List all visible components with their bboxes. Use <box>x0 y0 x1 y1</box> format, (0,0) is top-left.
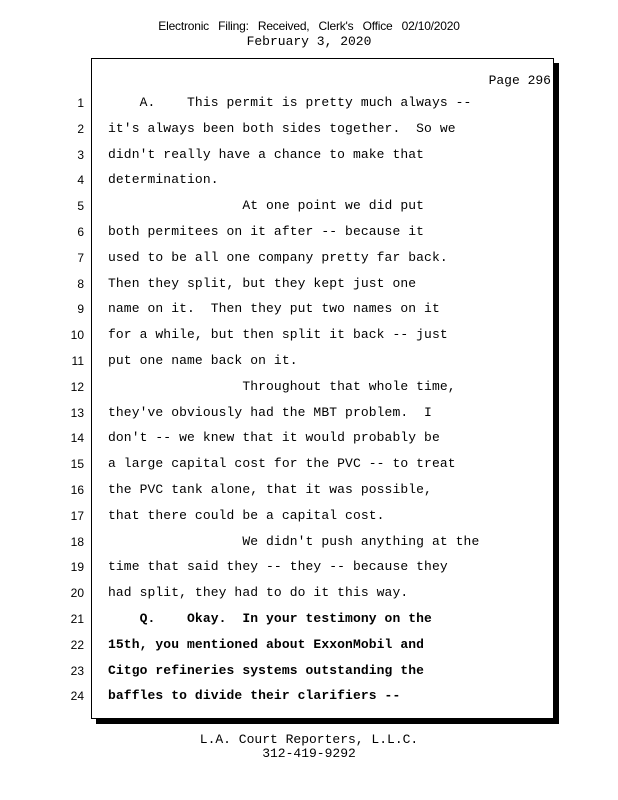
line-text: didn't really have a chance to make that <box>108 146 425 162</box>
line-text: Q. Okay. In your testimony on the <box>108 610 432 626</box>
footer-phone: 312-419-9292 <box>262 746 356 761</box>
line-number: 4 <box>77 173 84 188</box>
transcript-line <box>0 457 618 483</box>
transcript-line <box>0 225 618 251</box>
transcript-line <box>0 302 618 328</box>
line-text: We didn't push anything at the <box>108 533 480 549</box>
line-text: name on it. Then they put two names on it <box>108 301 440 317</box>
line-text: Throughout that whole time, <box>108 378 456 394</box>
line-number: 10 <box>70 328 84 343</box>
line-number: 20 <box>70 586 84 601</box>
transcript-line <box>0 483 618 509</box>
line-number: 15 <box>70 457 84 472</box>
line-text: A. This permit is pretty much always -- <box>108 95 472 110</box>
line-number: 24 <box>70 689 84 704</box>
line-number: 12 <box>70 379 84 394</box>
page-number: Page 296 <box>488 73 551 88</box>
line-number: 7 <box>77 250 84 265</box>
transcript-line <box>0 173 618 199</box>
line-number: 18 <box>70 534 84 549</box>
transcript-date: February 3, 2020 <box>246 34 372 49</box>
line-text: At one point we did put <box>108 198 425 214</box>
line-number: 5 <box>77 199 84 214</box>
line-number: 13 <box>70 405 84 420</box>
transcript-line <box>0 148 618 174</box>
transcript-line <box>0 586 618 612</box>
line-text: they've obviously had the MBT problem. I <box>108 404 432 420</box>
line-text: Citgo refineries systems outstanding the <box>108 662 425 678</box>
transcript-line <box>0 560 618 586</box>
line-number: 19 <box>70 560 84 575</box>
line-text: the PVC tank alone, that it was possible, <box>108 481 432 497</box>
line-number: 21 <box>70 611 84 626</box>
transcript-line <box>0 638 618 664</box>
line-text: for a while, but then split it back -- just <box>108 327 448 343</box>
transcript-line <box>0 509 618 535</box>
line-text: put one name back on it. <box>108 352 298 368</box>
line-number: 2 <box>77 121 84 136</box>
transcript-line <box>0 96 618 122</box>
filing-stamp: Electronic Filing: Received, Clerk's Office 02/10/2020 <box>158 19 460 33</box>
line-text: that there could be a capital cost. <box>108 507 385 523</box>
transcript-line <box>0 251 618 277</box>
line-text: 15th, you mentioned about ExxonMobil and <box>108 636 425 652</box>
line-text: baffles to divide their clarifiers -- <box>108 688 401 704</box>
line-number: 6 <box>77 224 84 239</box>
line-text: determination. <box>108 172 219 188</box>
transcript-line <box>0 612 618 638</box>
line-number: 23 <box>70 663 84 678</box>
line-number: 16 <box>70 482 84 497</box>
transcript-line <box>0 122 618 148</box>
transcript-line <box>0 380 618 406</box>
transcript-line <box>0 535 618 561</box>
transcript-line <box>0 199 618 225</box>
line-number: 11 <box>71 353 84 368</box>
transcript-lines <box>0 96 618 715</box>
line-text: Then they split, but they kept just one <box>108 275 417 291</box>
transcript-line <box>0 664 618 690</box>
transcript-line <box>0 354 618 380</box>
line-number: 3 <box>77 147 84 162</box>
line-number: 8 <box>77 276 84 291</box>
transcript-line <box>0 277 618 303</box>
transcript-line <box>0 328 618 354</box>
transcript-line <box>0 689 618 715</box>
line-text: time that said they -- they -- because they <box>108 559 448 575</box>
line-text: it's always been both sides together. So we <box>108 120 456 136</box>
footer <box>0 733 618 761</box>
line-number: 9 <box>77 302 84 317</box>
line-text: had split, they had to do it this way. <box>108 585 409 601</box>
line-number: 22 <box>70 637 84 652</box>
line-text: a large capital cost for the PVC -- to treat <box>108 456 456 472</box>
footer-company: L.A. Court Reporters, L.L.C. <box>199 732 419 747</box>
line-number: 14 <box>70 431 84 446</box>
transcript-line <box>0 431 618 457</box>
line-number: 1 <box>77 96 84 110</box>
line-number: 17 <box>70 508 84 523</box>
transcript-line <box>0 406 618 432</box>
line-text: both permitees on it after -- because it <box>108 223 425 239</box>
line-text: don't -- we knew that it would probably be <box>108 430 440 446</box>
line-text: used to be all one company pretty far back. <box>108 249 448 265</box>
